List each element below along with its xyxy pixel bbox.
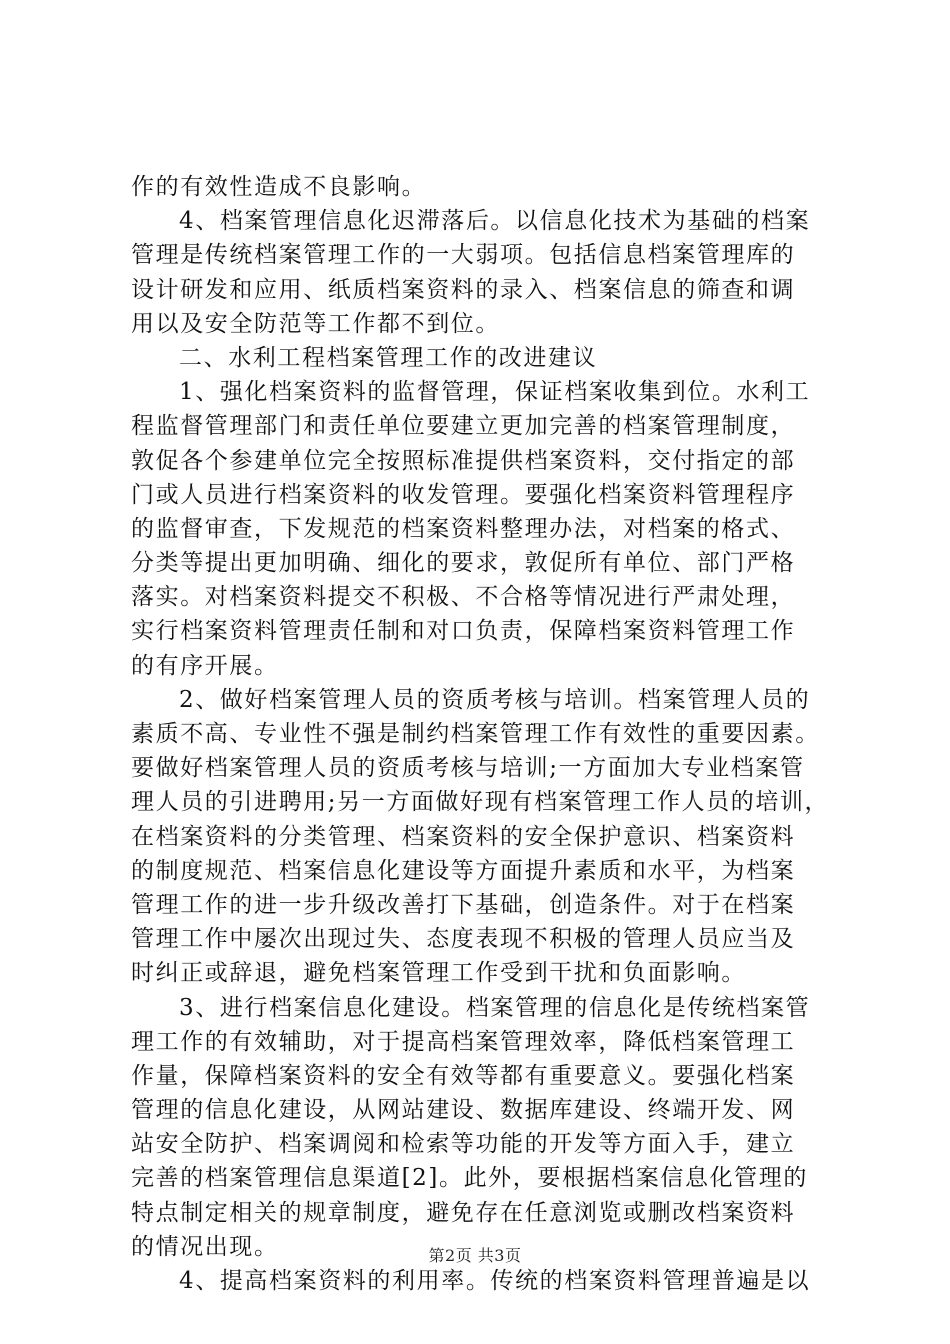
text-line: 的情况出现。 xyxy=(131,1233,279,1260)
text-line: 设计研发和应用、纸质档案资料的录入、档案信息的筛查和调 xyxy=(131,276,796,303)
text-line: 用以及安全防范等工作都不到位。 xyxy=(131,310,500,337)
text-line: 4、提高档案资料的利用率。传统的档案资料管理普遍是以 xyxy=(179,1268,811,1294)
body-text xyxy=(131,170,831,1298)
text-line: 管理工作中屡次出现过失、态度表现不积极的管理人员应当及 xyxy=(131,926,796,953)
text-line: 敦促各个参建单位完全按照标准提供档案资料，交付指定的部 xyxy=(131,447,796,474)
text-line: 分类等提出更加明确、细化的要求，敦促所有单位、部门严格 xyxy=(131,550,796,577)
text-line: 要做好档案管理人员的资质考核与培训;一方面加大专业档案管 xyxy=(131,755,805,782)
text-line: 作的有效性造成不良影响。 xyxy=(131,174,427,200)
text-line: 二、水利工程档案管理工作的改进建议 xyxy=(179,344,598,371)
text-line: 在档案资料的分类管理、档案资料的安全保护意识、档案资料 xyxy=(131,823,796,850)
text-line: 的监督审查，下发规范的档案资料整理办法，对档案的格式、 xyxy=(131,515,796,542)
text-line: 实行档案资料管理责任制和对口负责，保障档案资料管理工作 xyxy=(131,618,796,645)
text-line: 的制度规范、档案信息化建设等方面提升素质和水平，为档案 xyxy=(131,857,796,884)
text-line: 特点制定相关的规章制度，避免存在任意浏览或删改档案资料 xyxy=(131,1199,796,1226)
text-line: 作量，保障档案资料的安全有效等都有重要意义。要强化档案 xyxy=(131,1062,796,1089)
text-line: 完善的档案管理信息渠道[2]。此外，要根据档案信息化管理的 xyxy=(131,1165,808,1192)
text-line: 管理工作的进一步升级改善打下基础，创造条件。对于在档案 xyxy=(131,891,796,918)
text-line: 时纠正或辞退，避免档案管理工作受到干扰和负面影响。 xyxy=(131,960,746,987)
text-line: 3、进行档案信息化建设。档案管理的信息化是传统档案管 xyxy=(179,994,811,1021)
text-line: 素质不高、专业性不强是制约档案管理工作有效性的重要因素。 xyxy=(131,721,820,747)
text-line: 2、做好档案管理人员的资质考核与培训。档案管理人员的 xyxy=(179,686,811,713)
text-line: 落实。对档案资料提交不积极、不合格等情况进行严肃处理， xyxy=(131,584,796,611)
text-line: 理人员的引进聘用;另一方面做好现有档案管理工作人员的培训， xyxy=(131,789,830,816)
text-line: 1、强化档案资料的监督管理，保证档案收集到位。水利工 xyxy=(179,379,811,406)
text-line: 理工作的有效辅助，对于提高档案管理效率，降低档案管理工 xyxy=(131,1028,796,1055)
text-line: 程监督管理部门和责任单位要建立更加完善的档案管理制度， xyxy=(131,413,796,440)
page-footer: 第2页 共3页 xyxy=(428,1246,522,1265)
text-line: 4、档案管理信息化迟滞落后。以信息化技术为基础的档案 xyxy=(179,208,811,235)
text-line: 门或人员进行档案资料的收发管理。要强化档案资料管理程序 xyxy=(131,481,796,508)
text-line: 管理的信息化建设，从网站建设、数据库建设、终端开发、网 xyxy=(131,1097,796,1124)
text-line: 管理是传统档案管理工作的一大弱项。包括信息档案管理库的 xyxy=(131,242,796,269)
text-line: 的有序开展。 xyxy=(131,652,279,679)
text-line: 站安全防护、档案调阅和检索等功能的开发等方面入手，建立 xyxy=(131,1131,796,1158)
